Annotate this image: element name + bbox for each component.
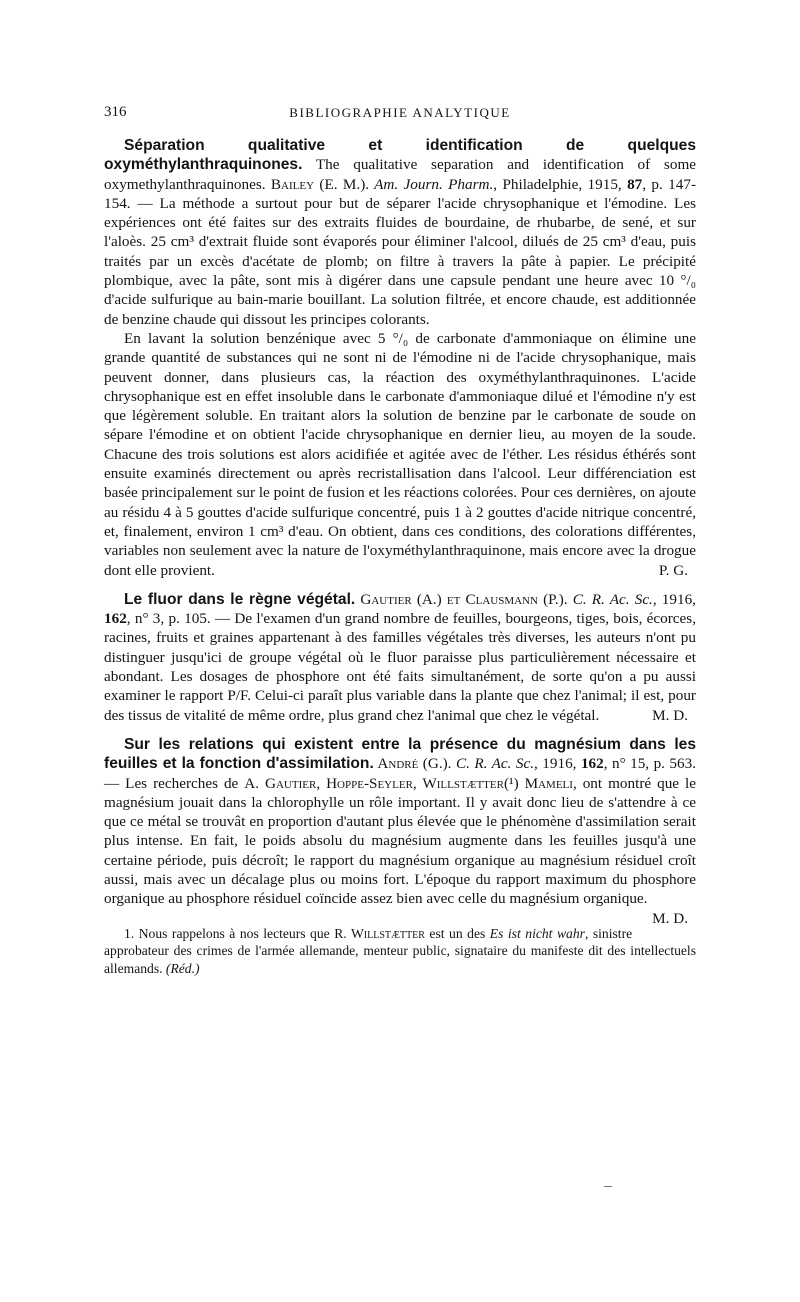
article-paragraph xyxy=(104,329,696,580)
scan-mark xyxy=(604,1186,612,1187)
footnote-quote: Es ist nicht wahr xyxy=(489,925,585,941)
page-number: 316 xyxy=(104,104,127,120)
article-author: Bailey (E. M.). xyxy=(270,175,370,193)
article-text: The qualitative separation and identification of some oxymethylanthraquinones. xyxy=(104,156,696,193)
footnote-name: R. Willstætter xyxy=(334,925,425,941)
article-author: André (G.). xyxy=(373,755,452,773)
article-magnesium xyxy=(104,735,696,927)
article-signature: M. D. xyxy=(652,706,688,724)
article-paragraph xyxy=(104,735,696,927)
article-text: , Philadelphie, 1915, xyxy=(493,175,628,193)
article-text: , n° 15, p. 563. — Les recherches de xyxy=(104,755,696,792)
running-head xyxy=(104,104,696,126)
article-volume: 162 xyxy=(580,755,604,773)
article-paragraph xyxy=(104,136,696,329)
article-text: , p. 147-154. — La méthode a surtout pour but de séparer l'acide chrysophanique et l'émodine. Les expériences ont été faites sur des extraits fluides de bourdaine, de rhubarbe, de sené, et sur l'aloès. 25 cm³ d'extrait fluide sont évaporés pour éliminer l'alcool, dilués de 25 cm³ d'eau, puis traités par un excès d'acétate de plomb; on filtre à travers la pâte à papier. Le précipité plombique, avec la pâte, sont mis à digérer dans une capsule pendant une heure avec 10 °/₀ d'acide sulfurique au bain-marie bouillant. La solution filtrée, et encore chaude, est additionnée de benzine chaude qui dissout les principes colorants. xyxy=(104,175,697,328)
article-journal: Am. Journ. Pharm. xyxy=(369,175,494,193)
article-title: Sur les relations qui existent entre la présence du magnésium dans les feuilles et la fonction d'assimilation. xyxy=(104,735,696,773)
article-text: , n° 3, p. 105. — De l'examen d'un grand nombre de feuilles, bourgeons, tiges, bois, écorces, racines, fruits et graines appartenant à des familles végétales très diverses, les auteurs n'ont pu distinguer jusqu'ici de groupe végétal où le fluor paraisse plus particulièrement nécessaire et abondant. Les dosages de phosphore ont été faits simultanément, de sorte qu'on a pu aussi examiner le rapport P/F. Celui-ci paraît plus variable dans la plante que chez l'animal; il est, pour des tissus de vitalité de même ordre, plus grand chez l'animal que chez le végétal. xyxy=(104,610,696,724)
article-text: , 1916, xyxy=(534,755,581,773)
footnote xyxy=(104,925,696,978)
footnote-text: est un des xyxy=(424,925,490,941)
article-title: Le fluor dans le règne végétal. xyxy=(124,590,356,608)
running-title: BIBLIOGRAPHIE ANALYTIQUE xyxy=(289,105,511,120)
article-paragraph xyxy=(104,590,696,725)
article-text: , 1916, xyxy=(652,590,696,608)
article-volume: 162 xyxy=(104,610,127,628)
footnote-text: 1. Nous rappelons à nos lecteurs que xyxy=(124,925,335,941)
article-text: , ont montré que le magnésium jouait dans la chlorophylle un rôle important. Il y avait donc lieu de s'attendre à ce que ce métal se trouvât en proportion d'autant plus élevée que le phénomène d'assimilation serait plus intense. En fait, le poids absolu du magnésium augmente dans les feuilles jusqu'à une certaine période, puis décroît; le rapport du magnésium organique au magnésium résiduel croît aussi, mais avec un décalage plus ou moins fort. L'époque du rapport maximum du phosphore organique au phosphore résiduel coïncide assez bien avec celle du magnésium organique. xyxy=(104,774,696,908)
article-signature: M. D. xyxy=(652,909,688,927)
cited-authors: Mameli xyxy=(518,774,573,792)
article-signature: P. G. xyxy=(658,561,688,579)
footnote-reference[interactable]: (¹) xyxy=(503,774,519,792)
footnote-editor: (Réd.) xyxy=(165,960,200,976)
cited-authors: A. Gautier, Hoppe-Seyler, Willstætter xyxy=(244,774,504,792)
article-title: Séparation qualitative et identification de quelques oxyméthylanthraquinones. xyxy=(104,137,696,174)
article-oxymethylanthraquinones xyxy=(104,136,696,580)
article-text: En lavant la solution benzénique avec 5 °/₀ de carbonate d'ammoniaque on élimine une grande quantité de substances qui ne sont ni de l'émodine ni de l'acide chrysophanique, mais peuvent donner, dans plusieurs cas, la réaction des oxyméthylanthraquinones. L'acide chrysophanique est en effet insoluble dans le carbonate d'ammoniaque dilué et l'émodine n'y est que légèrement soluble. En traitant alors la solution de benzine par le carbonate de soude on sépare l'émodine et on obtient l'acide chrysophanique en dernier lieu, au moyen de la soude. Chacune des trois solutions est alors acidifiée et agitée avec de l'éther. Les résidus éthérés sont ensuite examinés directement ou après recristallisation dans l'alcool. Leur différenciation est basée principalement sur le point de fusion et les réactions colorées. Pour ces dernières, on ajoute au résidu 4 à 5 gouttes d'acide sulfurique concentré, puis 1 à 2 gouttes d'acide nitrique concentré, et, finalement, environ 1 cm³ d'eau. On obtient, dans ces conditions, des colorations différentes, variables non seulement avec la nature de l'oxyméthylanthraquinone, mais encore avec la drogue dont elle provient. xyxy=(104,329,696,579)
footnote-text: , sinistre approbateur des crimes de l'armée allemande, menteur public, signataire du manifeste dit des intellectuels allemands. xyxy=(104,925,696,976)
page xyxy=(104,104,696,977)
article-author: Gautier (A.) et Clausmann (P.). xyxy=(355,590,568,608)
article-journal: C. R. Ac. Sc. xyxy=(451,755,535,773)
article-fluor xyxy=(104,590,696,725)
article-volume: 87 xyxy=(627,175,643,193)
article-journal: C. R. Ac. Sc. xyxy=(567,590,653,608)
